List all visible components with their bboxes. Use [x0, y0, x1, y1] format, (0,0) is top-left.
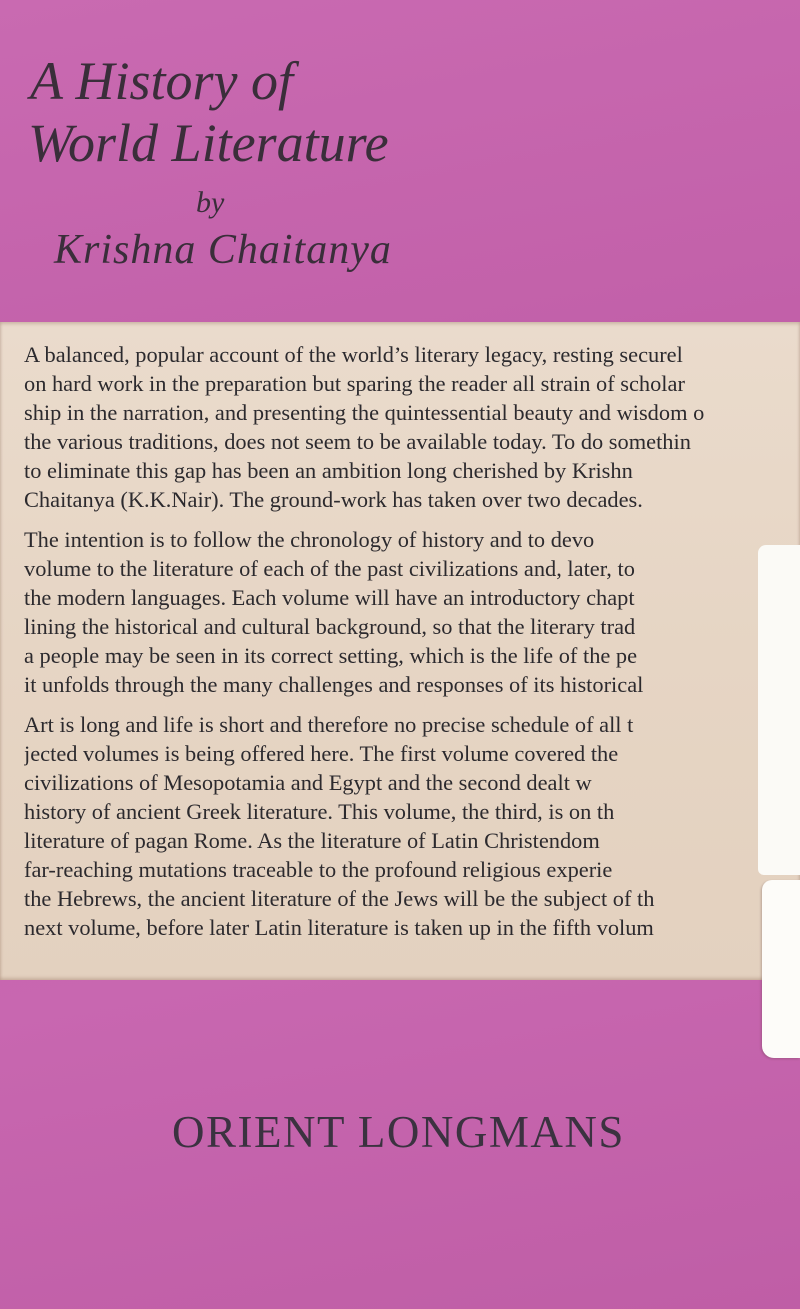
book-title-line-2: World Literature: [28, 113, 389, 173]
blurb-line: the various traditions, does not seem to be available today. To do somethin: [24, 429, 691, 454]
blurb-line: Chaitanya (K.K.Nair). The ground-work has taken over two decades.: [24, 487, 643, 512]
by-label: by: [196, 186, 225, 219]
blurb-line: the modern languages. Each volume will have an introductory chapt: [24, 585, 635, 610]
blurb-line: jected volumes is being offered here. The first volume covered the: [24, 741, 619, 766]
blurb-line: civilizations of Mesopotamia and Egypt and the second dealt w: [24, 770, 592, 795]
blurb-paragraph-2: [24, 525, 800, 699]
torn-paper-patch-lower: [762, 880, 800, 1058]
blurb-line: The intention is to follow the chronology of history and to devo: [24, 527, 595, 552]
blurb-line: A balanced, popular account of the world’s literary legacy, resting securel: [24, 342, 683, 367]
blurb-paragraph-3: [24, 710, 800, 942]
blurb-band: [0, 322, 800, 980]
author-name: Krishna Chaitanya: [54, 227, 392, 273]
blurb-line: the Hebrews, the ancient literature of the Jews will be the subject of th: [24, 886, 655, 911]
book-title-line-1: A History of: [30, 51, 294, 111]
title-block: [0, 0, 800, 322]
blurb-line: history of ancient Greek literature. This volume, the third, is on th: [24, 799, 615, 824]
blurb-line: to eliminate this gap has been an ambition long cherished by Krishn: [24, 458, 633, 483]
blurb-line: literature of pagan Rome. As the literature of Latin Christendom: [24, 828, 600, 853]
blurb-line: lining the historical and cultural background, so that the literary trad: [24, 614, 636, 639]
blurb-line: on hard work in the preparation but sparing the reader all strain of scholar: [24, 371, 685, 396]
blurb-line: it unfolds through the many challenges and responses of its historical: [24, 672, 644, 697]
blurb-line: far-reaching mutations traceable to the profound religious experie: [24, 857, 613, 882]
blurb-line: Art is long and life is short and therefore no precise schedule of all t: [24, 712, 634, 737]
torn-paper-patch-upper: [758, 545, 800, 875]
blurb-line: ship in the narration, and presenting the quintessential beauty and wisdom o: [24, 400, 705, 425]
blurb-line: a people may be seen in its correct setting, which is the life of the pe: [24, 643, 638, 668]
publisher-name: ORIENT LONGMANS: [172, 1107, 625, 1157]
blurb-text: [24, 340, 800, 953]
blurb-line: next volume, before later Latin literature is taken up in the fifth volum: [24, 915, 654, 940]
blurb-paragraph-1: [24, 340, 800, 514]
blurb-line: volume to the literature of each of the past civilizations and, later, to: [24, 556, 635, 581]
